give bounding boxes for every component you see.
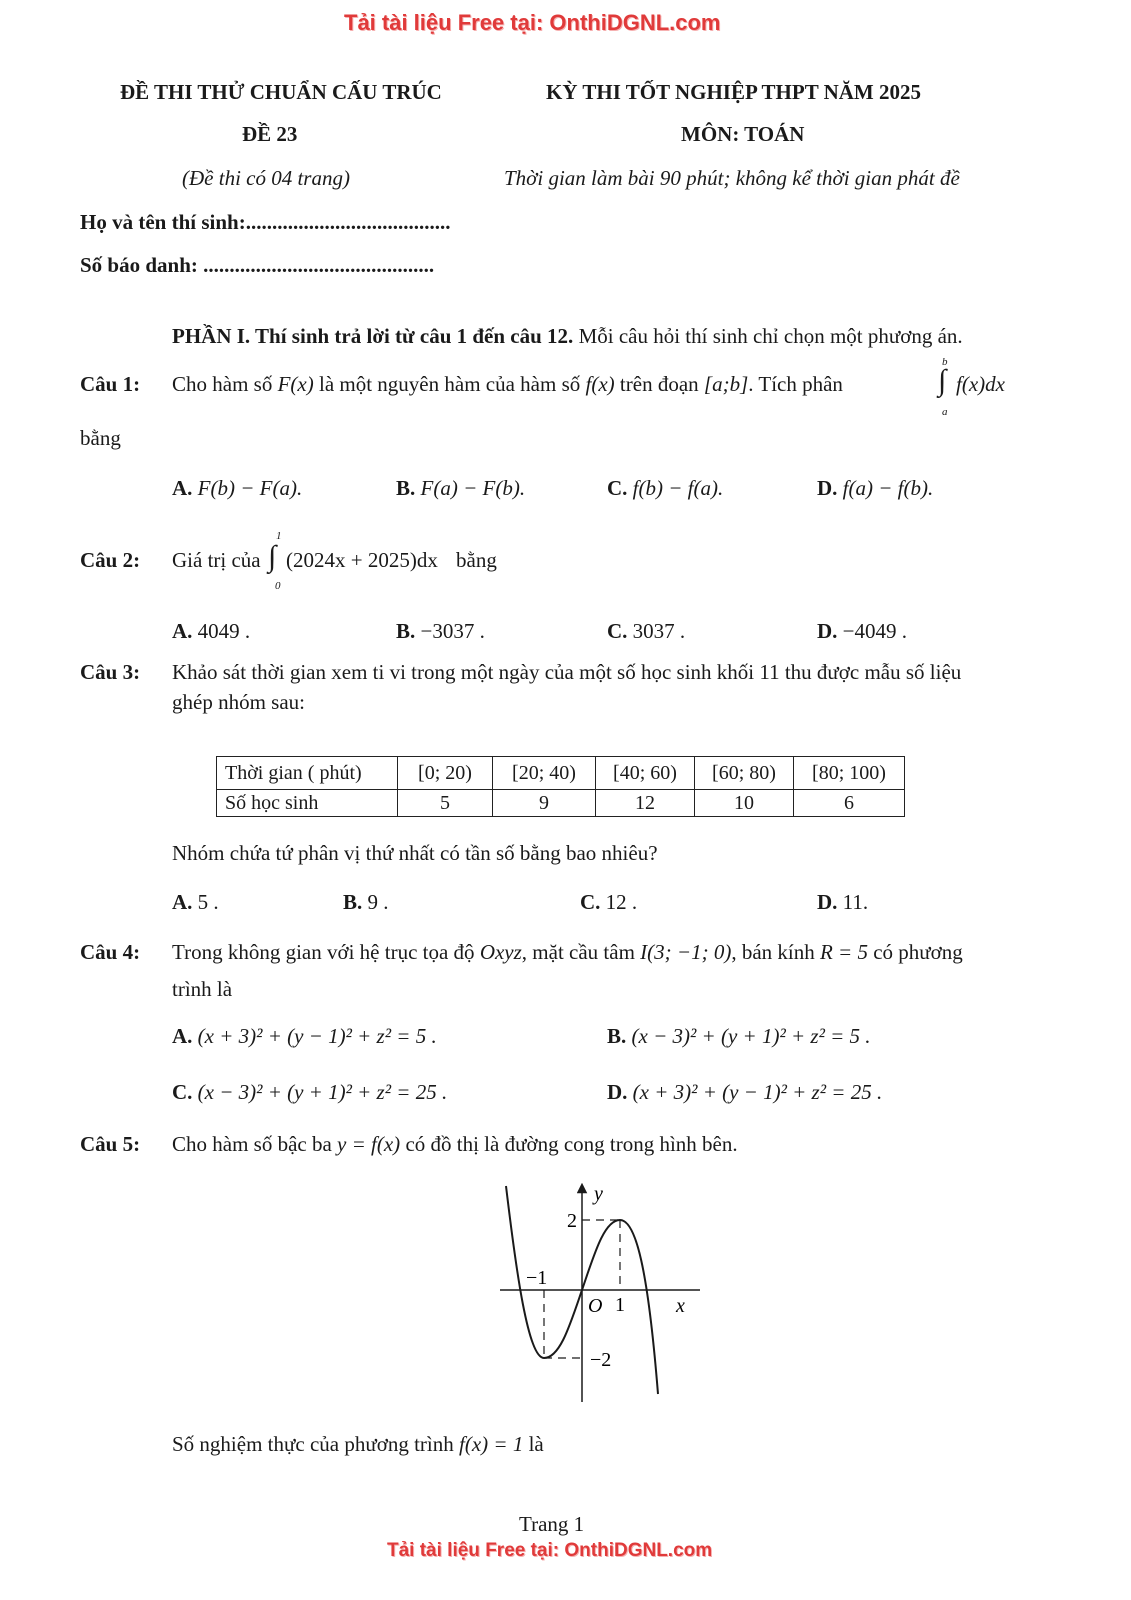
table-cell: 10 (695, 790, 794, 817)
q4-center: I(3; −1; 0) (640, 940, 732, 964)
part1-title-rest: Mỗi câu hỏi thí sinh chỉ chọn một phương án. (573, 324, 963, 348)
q1-upper-limit: b (942, 356, 948, 368)
q4-option-a[interactable] (172, 1024, 437, 1049)
q1-fx: f(x) (585, 372, 615, 396)
table-cell: [80; 100) (794, 757, 905, 790)
option-letter: C. (580, 890, 601, 914)
q1-stem (172, 372, 843, 397)
tick-label-neg1: −1 (526, 1267, 548, 1289)
option-letter: A. (172, 619, 193, 643)
option-text: f(a) − f(b). (842, 476, 934, 500)
option-text: (x − 3)² + (y + 1)² + z² = 25 . (197, 1080, 448, 1104)
option-letter: D. (817, 619, 838, 643)
q4-option-c[interactable] (172, 1080, 447, 1105)
option-letter: D. (607, 1080, 628, 1104)
option-text: 3037 . (632, 619, 686, 643)
option-text: F(a) − F(b). (420, 476, 526, 500)
table-cell: 12 (596, 790, 695, 817)
option-text: 12 . (605, 890, 638, 914)
q1-integral-sign: ∫ (938, 364, 947, 397)
candidate-name: Họ và tên thí sinh:....................................... (80, 210, 451, 234)
q2-text-1: Giá trị của (172, 548, 261, 572)
q1-option-b[interactable] (396, 476, 525, 501)
q3-label: Câu 3: (80, 660, 141, 684)
q2-integral-sign: ∫ (268, 540, 277, 573)
q5-cubic: y = f(x) (337, 1132, 401, 1156)
q5-equation: f(x) = 1 (459, 1432, 524, 1456)
table-cell: 5 (398, 790, 493, 817)
q1-option-a[interactable] (172, 476, 302, 501)
table-row (217, 790, 905, 817)
q2-integrand: (2024x + 2025)dx (286, 548, 438, 572)
option-text: −3037 . (420, 619, 485, 643)
time-note: Thời gian làm bài 90 phút; không kể thời gian phát đề (504, 166, 960, 190)
q4-option-b[interactable] (607, 1024, 871, 1049)
option-text: 5 . (197, 890, 219, 914)
q2-text-2: bằng (456, 548, 497, 572)
option-text: 11. (842, 890, 869, 914)
part1-title (172, 324, 963, 349)
q2-option-d[interactable] (817, 619, 907, 644)
candidate-id: Số báo danh: ............................................ (80, 253, 435, 277)
option-letter: B. (343, 890, 363, 914)
q1-option-d[interactable] (817, 476, 933, 501)
q3-option-c[interactable] (580, 890, 637, 915)
page-number: Trang 1 (519, 1512, 585, 1536)
option-text: (x − 3)² + (y + 1)² + z² = 5 . (631, 1024, 871, 1048)
table-header-cell: Số học sinh (217, 790, 398, 817)
q1-Fx: F(x) (277, 372, 314, 396)
q1-label: Câu 1: (80, 372, 141, 396)
q1-text-1: Cho hàm số (172, 372, 273, 396)
table-row (217, 757, 905, 790)
q1-text-5: bằng (80, 426, 121, 450)
option-letter: C. (607, 619, 628, 643)
origin-label: O (588, 1295, 603, 1317)
q1-text-2: là một nguyên hàm của hàm số (318, 372, 581, 396)
part1-title-bold: PHẦN I. Thí sinh trả lời từ câu 1 đến câu 12. (172, 324, 574, 348)
q2-option-a[interactable] (172, 619, 250, 644)
option-letter: B. (607, 1024, 627, 1048)
option-letter: B. (396, 619, 416, 643)
q4-oxyz: Oxyz (479, 940, 522, 964)
q1-integrand: f(x)dx (956, 372, 1005, 396)
q4-stem (172, 940, 963, 965)
exam-code: ĐỀ 23 (242, 122, 298, 146)
table-header-cell: Thời gian ( phút) (217, 757, 398, 790)
option-letter: B. (396, 476, 416, 500)
q5-text-1: Cho hàm số bậc ba (172, 1132, 332, 1156)
q4-label: Câu 4: (80, 940, 141, 964)
q3-option-d[interactable] (817, 890, 868, 915)
option-letter: A. (172, 1024, 193, 1048)
q5-text-2: có đồ thị là đường cong trong hình bên. (405, 1132, 738, 1156)
q3-option-b[interactable] (343, 890, 389, 915)
table-cell: [0; 20) (398, 757, 493, 790)
table-cell: [40; 60) (596, 757, 695, 790)
option-text: (x + 3)² + (y − 1)² + z² = 5 . (197, 1024, 437, 1048)
q4-line-2: trình là (172, 977, 233, 1001)
q2-lower-limit: 0 (275, 580, 281, 592)
table-cell: 6 (794, 790, 905, 817)
q4-text-2: , mặt cầu tâm (521, 940, 635, 964)
q5-label: Câu 5: (80, 1132, 141, 1156)
q3-prompt: Nhóm chứa tứ phân vị thứ nhất có tần số bằng bao nhiêu? (172, 841, 658, 865)
q2-option-b[interactable] (396, 619, 485, 644)
q4-radius: R = 5 (819, 940, 868, 964)
option-text: 4049 . (197, 619, 251, 643)
table-cell: 9 (493, 790, 596, 817)
y-axis-label: y (594, 1183, 603, 1205)
q3-line-2: ghép nhóm sau: (172, 690, 305, 714)
q5-prompt-end: là (528, 1432, 544, 1456)
q5-stem (172, 1132, 738, 1157)
q5-prompt (172, 1432, 544, 1457)
tick-label-neg2: −2 (590, 1349, 612, 1371)
q4-text-1: Trong không gian với hệ trục tọa độ (172, 940, 475, 964)
option-text: f(b) − f(a). (632, 476, 724, 500)
q1-interval: [a;b] (703, 372, 749, 396)
q3-option-a[interactable] (172, 890, 219, 915)
q1-text-3: trên đoạn (619, 372, 699, 396)
q3-line-1: Khảo sát thời gian xem ti vi trong một ngày của một số học sinh khối 11 thu được mẫu số liệu (172, 660, 962, 684)
header-right-title: KỲ THI TỐT NGHIỆP THPT NĂM 2025 (546, 80, 921, 104)
q2-label: Câu 2: (80, 548, 141, 572)
q1-text-4: . Tích phân (748, 372, 843, 396)
subject: MÔN: TOÁN (681, 122, 805, 146)
option-letter: D. (817, 890, 838, 914)
q4-text-3: , bán kính (731, 940, 815, 964)
q2-upper-limit: 1 (276, 530, 282, 542)
cubic-graph (490, 1180, 710, 1410)
pages-note: (Đề thi có 04 trang) (182, 166, 350, 190)
q2-option-c[interactable] (607, 619, 685, 644)
q1-lower-limit: a (942, 406, 948, 418)
top-banner[interactable]: Tải tài liệu Free tại: OnthiDGNL.com (344, 10, 721, 35)
q5-prompt-text: Số nghiệm thực của phương trình (172, 1432, 454, 1456)
table-cell: [20; 40) (493, 757, 596, 790)
q1-option-c[interactable] (607, 476, 723, 501)
option-letter: D. (817, 476, 838, 500)
option-text: 9 . (367, 890, 389, 914)
bottom-banner[interactable]: Tải tài liệu Free tại: OnthiDGNL.com (387, 1540, 713, 1561)
tick-label-1: 1 (615, 1294, 625, 1316)
option-text: (x + 3)² + (y − 1)² + z² = 25 . (632, 1080, 883, 1104)
option-text: F(b) − F(a). (197, 476, 303, 500)
frequency-table (216, 756, 905, 817)
table-cell: [60; 80) (695, 757, 794, 790)
q4-text-4: có phương (873, 940, 963, 964)
option-letter: A. (172, 890, 193, 914)
q4-option-d[interactable] (607, 1080, 882, 1105)
x-axis-label: x (676, 1295, 685, 1317)
option-letter: A. (172, 476, 193, 500)
tick-label-2: 2 (567, 1210, 577, 1232)
header-left-title: ĐỀ THI THỬ CHUẨN CẤU TRÚC (120, 80, 442, 104)
option-letter: C. (607, 476, 628, 500)
option-text: −4049 . (842, 619, 908, 643)
option-letter: C. (172, 1080, 193, 1104)
